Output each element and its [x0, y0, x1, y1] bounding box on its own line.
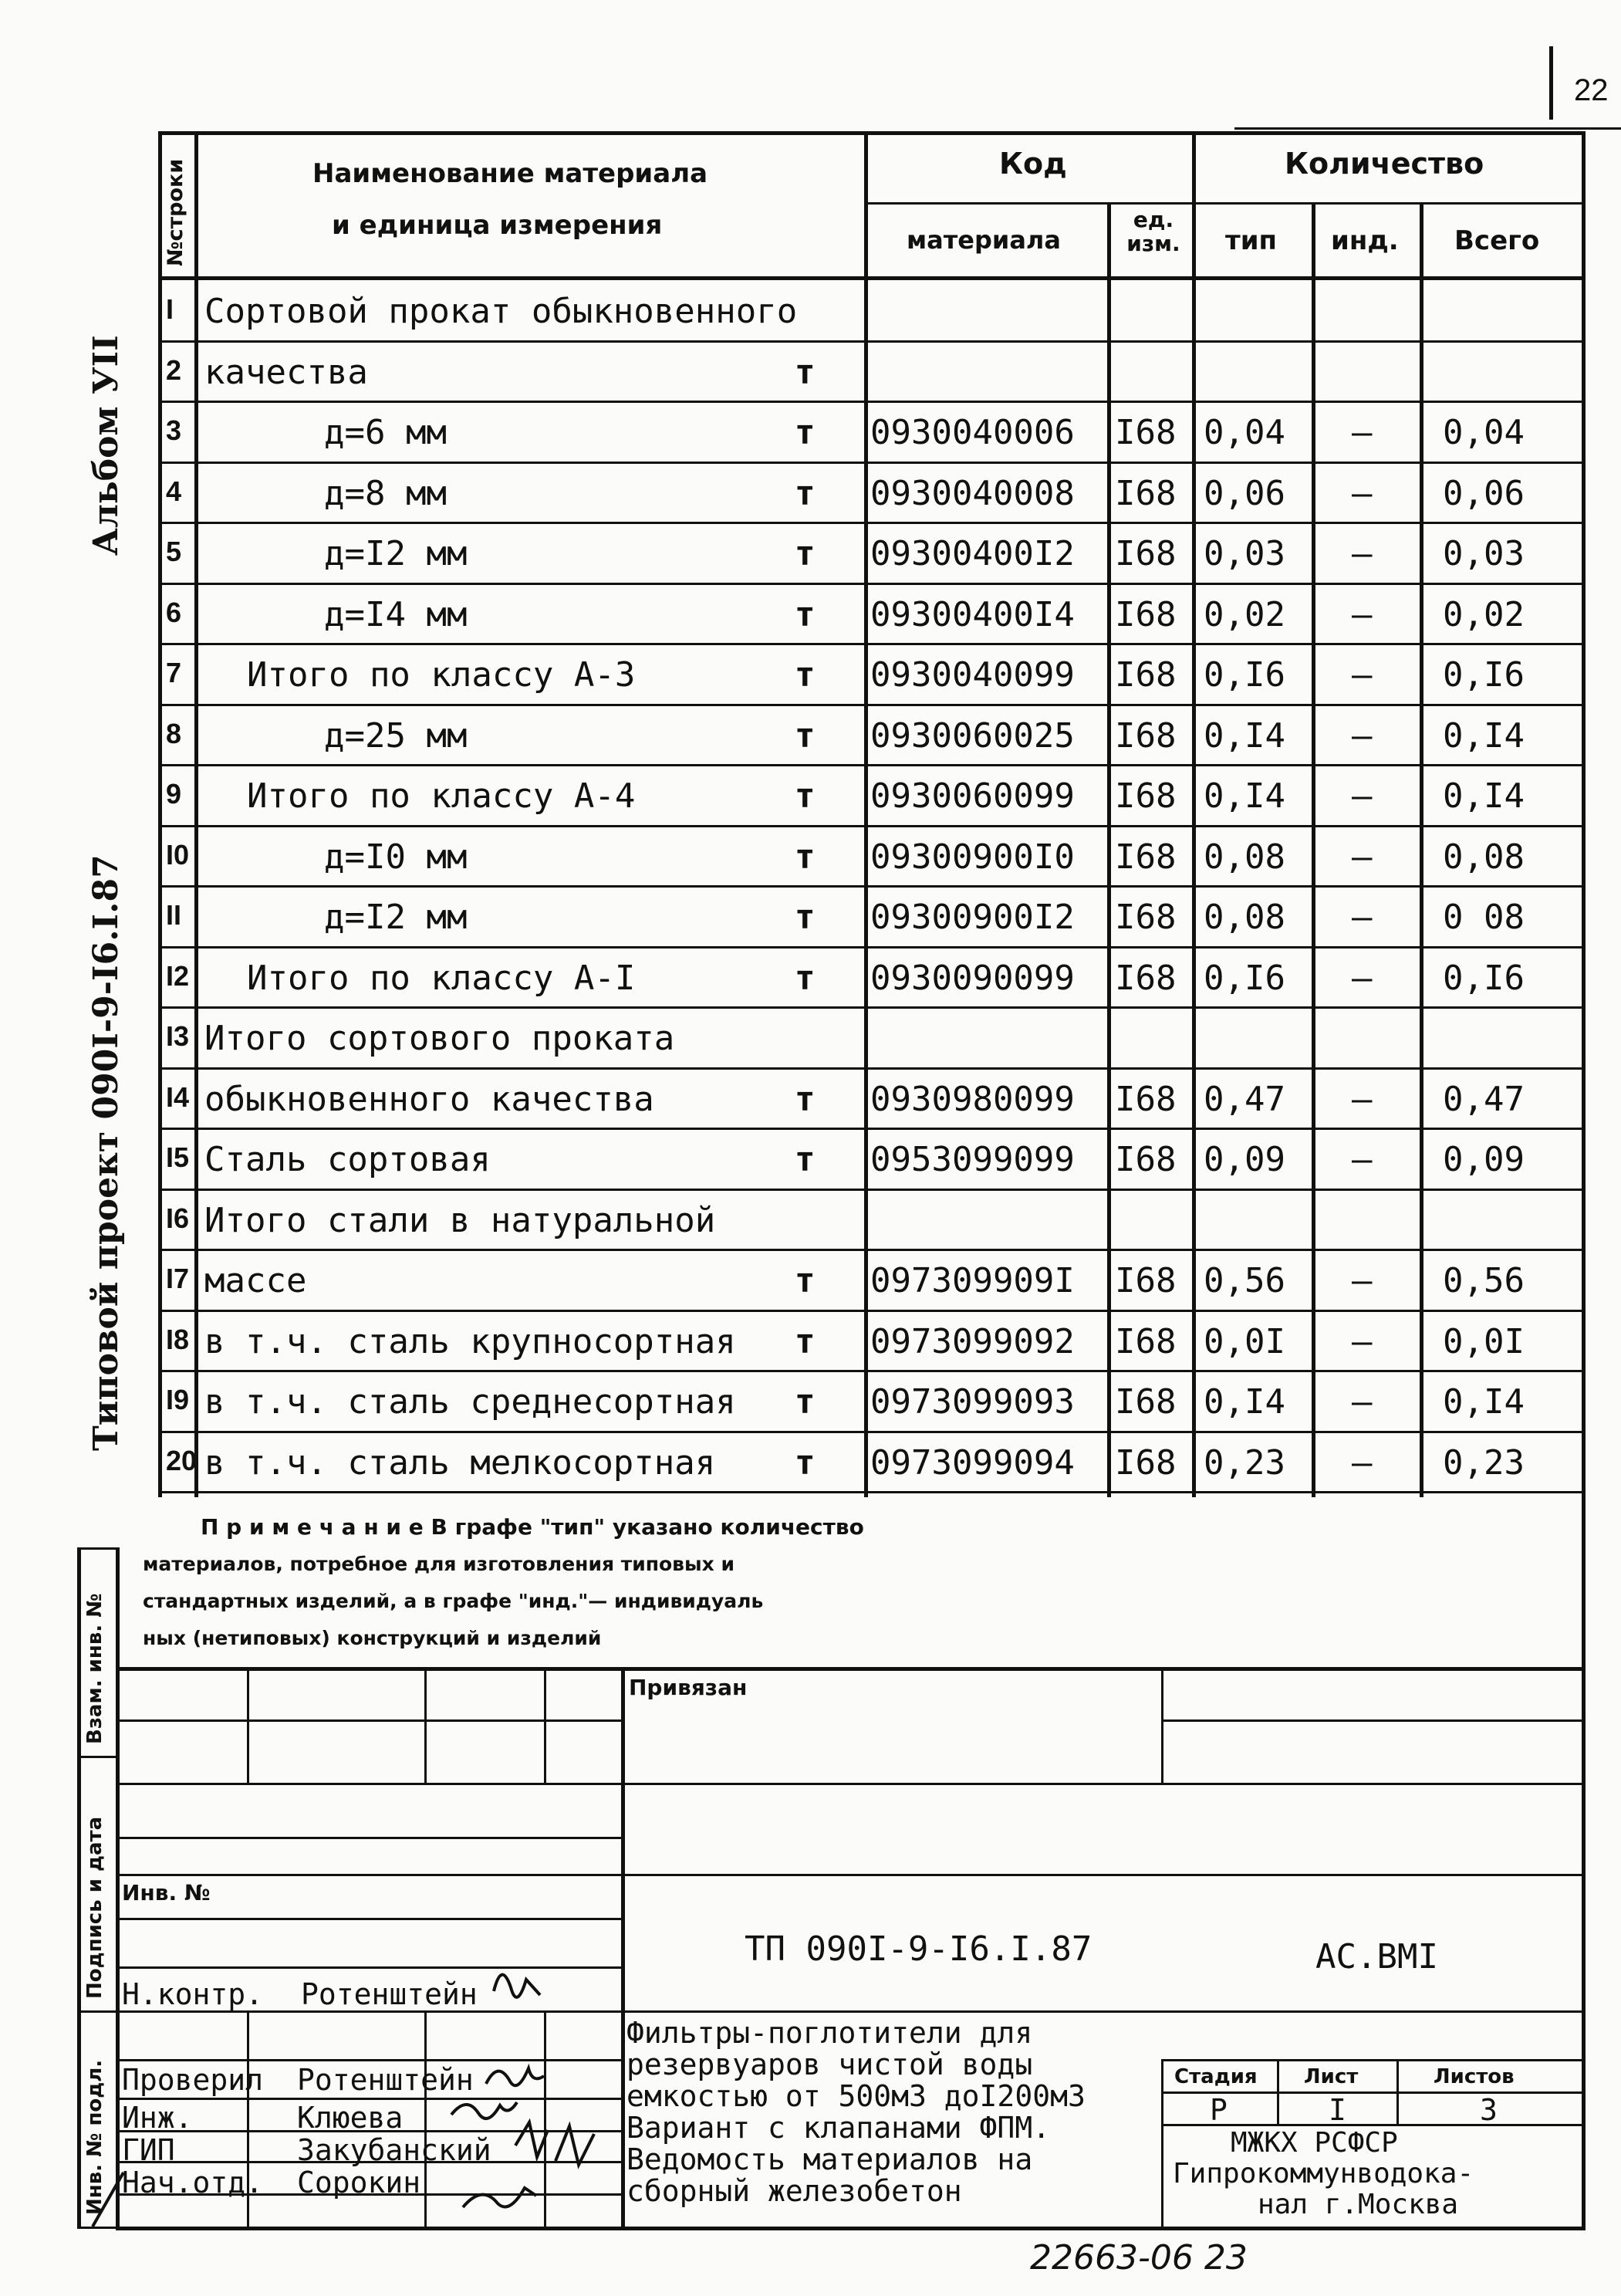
title-line: Ведомость материалов на [626, 2142, 1033, 2176]
signature-name: Закубанский [297, 2133, 491, 2167]
qty-total: 0,I4 [1443, 776, 1525, 816]
material-code: 0973099093 [870, 1382, 1075, 1422]
unit-code: I68 [1115, 1382, 1177, 1422]
material-name: в т.ч. сталь крупносортная [204, 1322, 736, 1361]
qty-total: 0,47 [1443, 1080, 1525, 1119]
qty-total: 0,08 [1443, 837, 1525, 877]
material-code: 0973099092 [870, 1322, 1075, 1361]
material-name: Сортовой прокат обыкновенного [204, 292, 798, 331]
qty-total: 0,0I [1443, 1322, 1525, 1361]
unit: т [795, 716, 816, 756]
row-number: 7 [166, 657, 182, 688]
unit-code: I68 [1115, 1080, 1177, 1119]
project-label: Типовой проект 090I-9-I6.I.87 [86, 854, 126, 1451]
qty-total: 0,06 [1443, 474, 1525, 513]
note-line-1: П р и м е ч а н и е В графе "тип" указано количество [201, 1514, 864, 1540]
qty-type: 0,47 [1204, 1080, 1285, 1119]
unit: т [795, 534, 816, 573]
note-line-4: ных (нетиповых) конструкций и изделий [143, 1627, 602, 1649]
material-code: 09300900I2 [870, 898, 1075, 937]
qty-type: 0,I4 [1204, 1382, 1285, 1422]
row-number: I7 [166, 1263, 190, 1294]
signature-name: Ротенштейн [297, 2063, 474, 2097]
material-name: д=I0 мм [324, 837, 468, 877]
qty-total: 0,I6 [1443, 959, 1525, 998]
qty-total: 0,I4 [1443, 1382, 1525, 1422]
row-number: I3 [166, 1020, 190, 1052]
qty-type: 0,I6 [1204, 959, 1285, 998]
qty-ind: – [1352, 413, 1373, 452]
qty-total-header: Всего [1454, 225, 1540, 256]
unit: т [795, 837, 816, 877]
unit-code: I68 [1115, 655, 1177, 695]
page-number: 22 [1574, 73, 1609, 107]
unit-code: I68 [1115, 959, 1177, 998]
row-number: 9 [166, 778, 182, 810]
row-number: I5 [166, 1141, 190, 1173]
qty-total: 0,03 [1443, 534, 1525, 573]
unit-code: I68 [1115, 474, 1177, 513]
unit-code: I68 [1115, 413, 1177, 452]
unit: т [795, 655, 816, 695]
unit-code: I68 [1115, 1140, 1177, 1179]
row-number: 5 [166, 536, 182, 567]
unit: т [795, 959, 816, 998]
unit-code: I68 [1115, 776, 1177, 816]
margin-original-inv-no: Инв. № подл. [83, 2059, 106, 2215]
row-number: I0 [166, 839, 190, 871]
qty-type: 0,02 [1204, 595, 1285, 634]
material-name: Итого по классу А-3 [247, 655, 636, 695]
material-code: 0930060099 [870, 776, 1075, 816]
material-name: Сталь сортовая [204, 1140, 491, 1179]
signature-role: Н.контр. [122, 1977, 264, 2011]
margin-signature-date: Подпись и дата [83, 1816, 106, 1999]
unit-code: I68 [1115, 1443, 1177, 1483]
unit-code: I68 [1115, 837, 1177, 877]
signature-name: Ротенштейн [301, 1977, 478, 2011]
unit-code: I68 [1115, 898, 1177, 937]
qty-total: 0,02 [1443, 595, 1525, 634]
qty-type: 0,06 [1204, 474, 1285, 513]
material-code: 0930040006 [870, 413, 1075, 452]
row-number: 6 [166, 597, 182, 628]
title-line: емкостью от 500м3 доI200м3 [626, 2079, 1086, 2113]
material-name: массе [204, 1261, 307, 1300]
code-material-header: материала [907, 225, 1061, 255]
material-code: 0953099099 [870, 1140, 1075, 1179]
row-number: I9 [166, 1384, 190, 1415]
signature-name: Сорокин [297, 2166, 421, 2200]
material-name: обыкновенного качества [204, 1080, 654, 1119]
material-code: 0930980099 [870, 1080, 1075, 1119]
unit: т [795, 1140, 816, 1179]
org-line-1: МЖКХ РСФСР [1231, 2127, 1398, 2159]
album-label: Альбом УII [86, 335, 126, 556]
row-number: I4 [166, 1081, 190, 1113]
name-header-line1: Наименование материала [312, 158, 708, 189]
unit: т [795, 898, 816, 937]
qty-ind: – [1352, 655, 1373, 695]
qty-type: 0,I6 [1204, 655, 1285, 695]
unit: т [795, 776, 816, 816]
sheets-value: 3 [1480, 2093, 1498, 2127]
qty-total: 0 08 [1443, 898, 1525, 937]
name-header-line2: и единица измерения [332, 210, 663, 241]
qty-ind: – [1352, 716, 1373, 756]
code-header: Код [999, 147, 1067, 181]
row-number: I8 [166, 1324, 190, 1355]
material-code: 09300400I4 [870, 595, 1075, 634]
signature-role: Инж. [122, 2101, 193, 2135]
qty-ind: – [1352, 595, 1373, 634]
qty-total: 0,I4 [1443, 716, 1525, 756]
qty-total: 0,23 [1443, 1443, 1525, 1483]
material-code: 0930040099 [870, 655, 1075, 695]
qty-ind: – [1352, 959, 1373, 998]
row-number: 3 [166, 414, 182, 446]
unit-code: I68 [1115, 1322, 1177, 1361]
qty-total: 0,56 [1443, 1261, 1525, 1300]
qty-ind: – [1352, 1140, 1373, 1179]
unit: т [795, 353, 816, 392]
material-name: в т.ч. сталь мелкосортная [204, 1443, 716, 1483]
privyazan-label: Привязан [629, 1675, 748, 1700]
document-mark: АС.ВМI [1315, 1937, 1438, 1976]
unit: т [795, 1261, 816, 1300]
org-line-3: нал г.Москва [1258, 2189, 1459, 2220]
qty-ind: – [1352, 837, 1373, 877]
stage-value: Р [1210, 2093, 1228, 2127]
material-code: 0930040008 [870, 474, 1075, 513]
material-name: д=I4 мм [324, 595, 468, 634]
unit-code: I68 [1115, 1261, 1177, 1300]
material-code: 0930090099 [870, 959, 1075, 998]
sheets-label: Листов [1434, 2065, 1515, 2088]
footer-code: 22663-06 23 [1030, 2238, 1248, 2277]
qty-ind: – [1352, 1261, 1373, 1300]
qty-type: 0,I4 [1204, 716, 1285, 756]
qty-type: 0,0I [1204, 1322, 1285, 1361]
qty-total: 0,09 [1443, 1140, 1525, 1179]
qty-type: 0,23 [1204, 1443, 1285, 1483]
sheet-label: Лист [1304, 2065, 1359, 2088]
qty-type: 0,09 [1204, 1140, 1285, 1179]
row-number: 4 [166, 475, 182, 507]
note-line-3: стандартных изделий, а в графе "инд."— индивидуаль [143, 1590, 764, 1612]
material-name: д=25 мм [324, 716, 468, 756]
unit: т [795, 1322, 816, 1361]
material-name: Итого по классу А-I [247, 959, 636, 998]
qty-ind: – [1352, 776, 1373, 816]
qty-ind-header: инд. [1331, 225, 1399, 256]
title-line: резервуаров чистой воды [626, 2047, 1033, 2081]
material-code: 0930060025 [870, 716, 1075, 756]
material-name: Итого сортового проката [204, 1019, 675, 1058]
row-number: I [166, 293, 174, 325]
unit: т [795, 595, 816, 634]
stage-label: Стадия [1174, 2065, 1258, 2088]
material-code: 09300400I2 [870, 534, 1075, 573]
unit: т [795, 1382, 816, 1422]
document-code: ТП 090I-9-I6.I.87 [745, 1929, 1092, 1969]
row-number: I2 [166, 960, 190, 992]
sheet-value: I [1329, 2093, 1346, 2127]
qty-type: 0,08 [1204, 898, 1285, 937]
signature-role: Нач.отд. [122, 2166, 264, 2200]
qty-ind: – [1352, 898, 1373, 937]
qty-type: 0,03 [1204, 534, 1285, 573]
unit: т [795, 474, 816, 513]
qty-ind: – [1352, 474, 1373, 513]
material-code: 097309909I [870, 1261, 1075, 1300]
row-number-header: №строки [164, 158, 187, 266]
unit: т [795, 1443, 816, 1483]
code-unit-header: ед. изм. [1126, 207, 1180, 256]
title-line: Фильтры-поглотители для [626, 2016, 1033, 2050]
unit: т [795, 1080, 816, 1119]
material-name: д=I2 мм [324, 898, 468, 937]
material-code: 09300900I0 [870, 837, 1075, 877]
qty-total: 0,I6 [1443, 655, 1525, 695]
org-line-2: Гипрокоммунводока- [1173, 2158, 1474, 2189]
unit-code: I68 [1115, 716, 1177, 756]
material-name: д=8 мм [324, 474, 447, 513]
title-line: Вариант с клапанами ФПМ. [626, 2111, 1051, 2145]
unit: т [795, 413, 816, 452]
title-line: сборный железобетон [626, 2174, 962, 2208]
row-number: 8 [166, 718, 182, 749]
qty-type: 0,08 [1204, 837, 1285, 877]
qty-ind: – [1352, 1382, 1373, 1422]
qty-ind: – [1352, 534, 1373, 573]
qty-ind: – [1352, 1080, 1373, 1119]
material-name: качества [204, 353, 368, 392]
quantity-header: Количество [1285, 147, 1484, 181]
qty-type: 0,I4 [1204, 776, 1285, 816]
material-name: д=I2 мм [324, 534, 468, 573]
row-number: I6 [166, 1202, 190, 1234]
qty-total: 0,04 [1443, 413, 1525, 452]
signature-name: Клюева [297, 2101, 404, 2135]
inv-no-label: Инв. № [122, 1880, 211, 1905]
qty-ind: – [1352, 1443, 1373, 1483]
row-number: 20 [166, 1445, 198, 1476]
row-number: II [166, 899, 182, 931]
qty-type: 0,04 [1204, 413, 1285, 452]
material-name: Итого стали в натуральной [204, 1201, 716, 1240]
row-number: 2 [166, 354, 182, 386]
material-name: в т.ч. сталь среднесортная [204, 1382, 736, 1422]
unit-code: I68 [1115, 534, 1177, 573]
qty-ind: – [1352, 1322, 1373, 1361]
qty-type-header: тип [1225, 225, 1278, 256]
material-name: Итого по классу А-4 [247, 776, 636, 816]
material-name: д=6 мм [324, 413, 447, 452]
material-code: 0973099094 [870, 1443, 1075, 1483]
note-line-2: материалов, потребное для изготовления типовых и [143, 1553, 735, 1575]
signature-role: ГИП [122, 2133, 175, 2167]
signature-role: Проверил [122, 2063, 264, 2097]
qty-type: 0,56 [1204, 1261, 1285, 1300]
unit-code: I68 [1115, 595, 1177, 634]
margin-replaced-inv-no: Взам. инв. № [83, 1593, 106, 1744]
